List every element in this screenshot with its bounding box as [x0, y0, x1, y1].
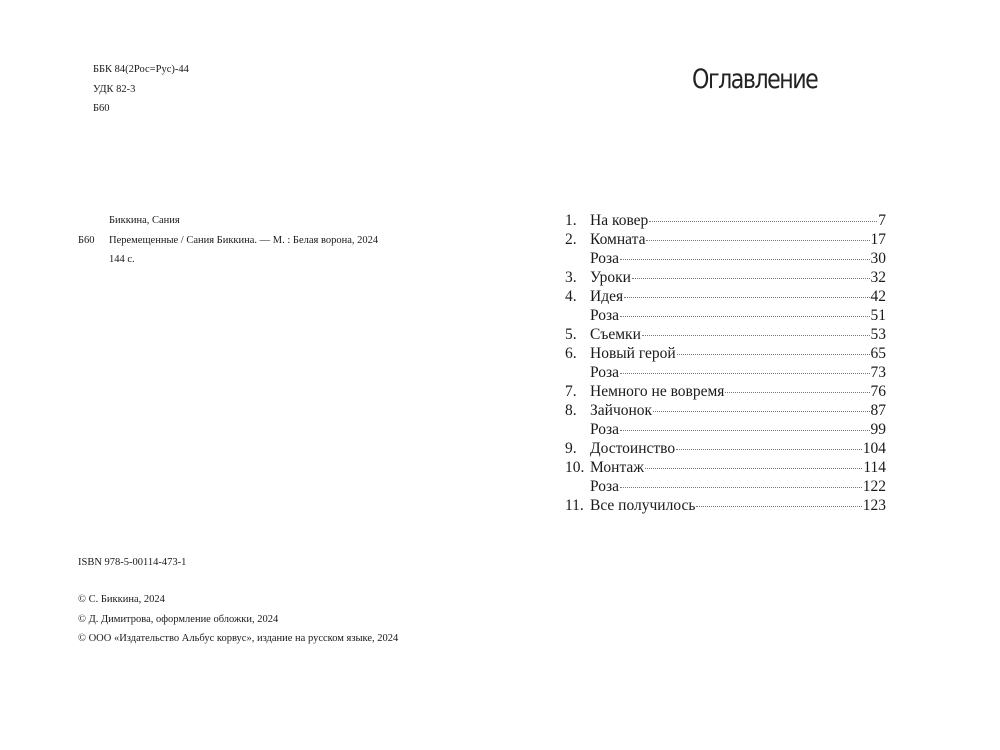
toc-leader-dots: [620, 373, 870, 374]
toc-entry-page: 42: [870, 288, 886, 305]
toc-entry-number: 1.: [565, 212, 577, 229]
toc-leader-dots: [725, 392, 869, 393]
right-page: [500, 0, 1000, 750]
toc-entry-title: Достоинство: [590, 440, 676, 457]
toc-leader-dots: [653, 411, 869, 412]
toc-leader-dots: [646, 240, 869, 241]
copyright-notices: [78, 593, 398, 652]
author-mark: Б60: [93, 103, 110, 114]
toc-entry-page: 51: [870, 307, 886, 324]
toc-leader-dots: [632, 278, 870, 279]
toc-entry: [565, 230, 886, 249]
toc-leader-dots: [696, 506, 861, 507]
toc-entry-page: 73: [870, 364, 886, 381]
toc-entry-page: 53: [870, 326, 886, 343]
toc-entry: [565, 382, 886, 401]
toc-entry-page: 104: [862, 440, 886, 457]
toc-leader-dots: [649, 221, 877, 222]
bbk-code: ББК 84(2Рос=Рус)-44: [93, 64, 189, 75]
biblio-code: Б60: [78, 234, 95, 246]
toc-entry-title: Роза: [590, 421, 619, 438]
copyright-line: © ООО «Издательство Альбус корвус», издание на русском языке, 2024: [78, 633, 399, 644]
toc-leader-dots: [620, 430, 870, 431]
toc-entry-page: 87: [870, 402, 886, 419]
toc-entry: [565, 477, 886, 496]
toc-entry: [565, 363, 886, 382]
toc-leader-dots: [624, 297, 869, 298]
toc-entry-page: 7: [878, 212, 886, 229]
toc-entry-number: 10.: [565, 459, 585, 476]
toc-entry: [565, 439, 886, 458]
toc-entry-title: Комната: [590, 231, 646, 248]
toc-entry-title: Уроки: [590, 269, 631, 286]
toc-leader-dots: [620, 259, 870, 260]
copyright-line: © С. Биккина, 2024: [78, 594, 165, 605]
toc-entry: [565, 268, 886, 287]
toc-entry-number: 8.: [565, 402, 577, 419]
toc-entry-number: 3.: [565, 269, 577, 286]
toc-leader-dots: [642, 335, 870, 336]
udk-code: УДК 82-3: [93, 83, 136, 95]
toc-entry-page: 32: [870, 269, 886, 286]
toc-entry-number: 11.: [565, 497, 584, 514]
toc-leader-dots: [677, 354, 870, 355]
toc-leader-dots: [676, 449, 862, 450]
toc-leader-dots: [645, 468, 862, 469]
toc-entry-title: Роза: [590, 364, 619, 381]
toc-heading: Оглавление: [692, 64, 818, 95]
toc-entry-title: Все получилось: [590, 497, 696, 514]
toc-entry-title: На ковер: [590, 212, 649, 229]
toc-entry-page: 30: [870, 250, 886, 267]
toc-entry-page: 122: [862, 478, 886, 495]
toc-entry-number: 7.: [565, 383, 577, 400]
toc-entry: [565, 420, 886, 439]
isbn: ISBN 978-5-00114-473-1: [78, 557, 187, 568]
toc-entry-page: 99: [870, 421, 886, 438]
toc-entry-number: 5.: [565, 326, 577, 343]
toc-leader-dots: [620, 487, 862, 488]
toc-entry-title: Новый герой: [590, 345, 676, 362]
toc-entry-title: Немного не вовремя: [590, 383, 725, 400]
toc-entry-page: 65: [870, 345, 886, 362]
toc-entry-title: Роза: [590, 307, 619, 324]
toc-entry-number: 2.: [565, 231, 577, 248]
toc-entry: [565, 249, 886, 268]
toc-entry: [565, 211, 886, 230]
toc-entry-title: Зайчонок: [590, 402, 653, 419]
toc-entry-page: 114: [863, 459, 886, 476]
toc-entry-page: 76: [870, 383, 886, 400]
toc-entry-number: 4.: [565, 288, 577, 305]
toc-entry-page: 123: [862, 497, 886, 514]
toc-entry-title: Роза: [590, 250, 619, 267]
toc-entry-title: Роза: [590, 478, 619, 495]
toc-entry: [565, 287, 886, 306]
toc-leader-dots: [620, 316, 870, 317]
toc-entry: [565, 401, 886, 420]
toc-entry: [565, 458, 886, 477]
toc-entry: [565, 325, 886, 344]
classification-codes: [93, 63, 189, 122]
toc-entry-number: 6.: [565, 345, 577, 362]
table-of-contents: [565, 211, 886, 515]
biblio-pages: 144 с.: [109, 254, 135, 265]
toc-entry-title: Идея: [590, 288, 624, 305]
toc-entry-page: 17: [870, 231, 886, 248]
toc-entry-title: Монтаж: [590, 459, 644, 476]
toc-entry: [565, 306, 886, 325]
biblio-description: Перемещенные / Сания Биккина. — М. : Белая ворона, 2024: [109, 234, 379, 246]
copyright-line: © Д. Димитрова, оформление обложки, 2024: [78, 613, 279, 625]
toc-entry: [565, 496, 886, 515]
toc-entry-title: Съемки: [590, 326, 641, 343]
biblio-author: Биккина, Сания: [109, 215, 180, 226]
toc-entry: [565, 344, 886, 363]
toc-entry-number: 9.: [565, 440, 577, 457]
